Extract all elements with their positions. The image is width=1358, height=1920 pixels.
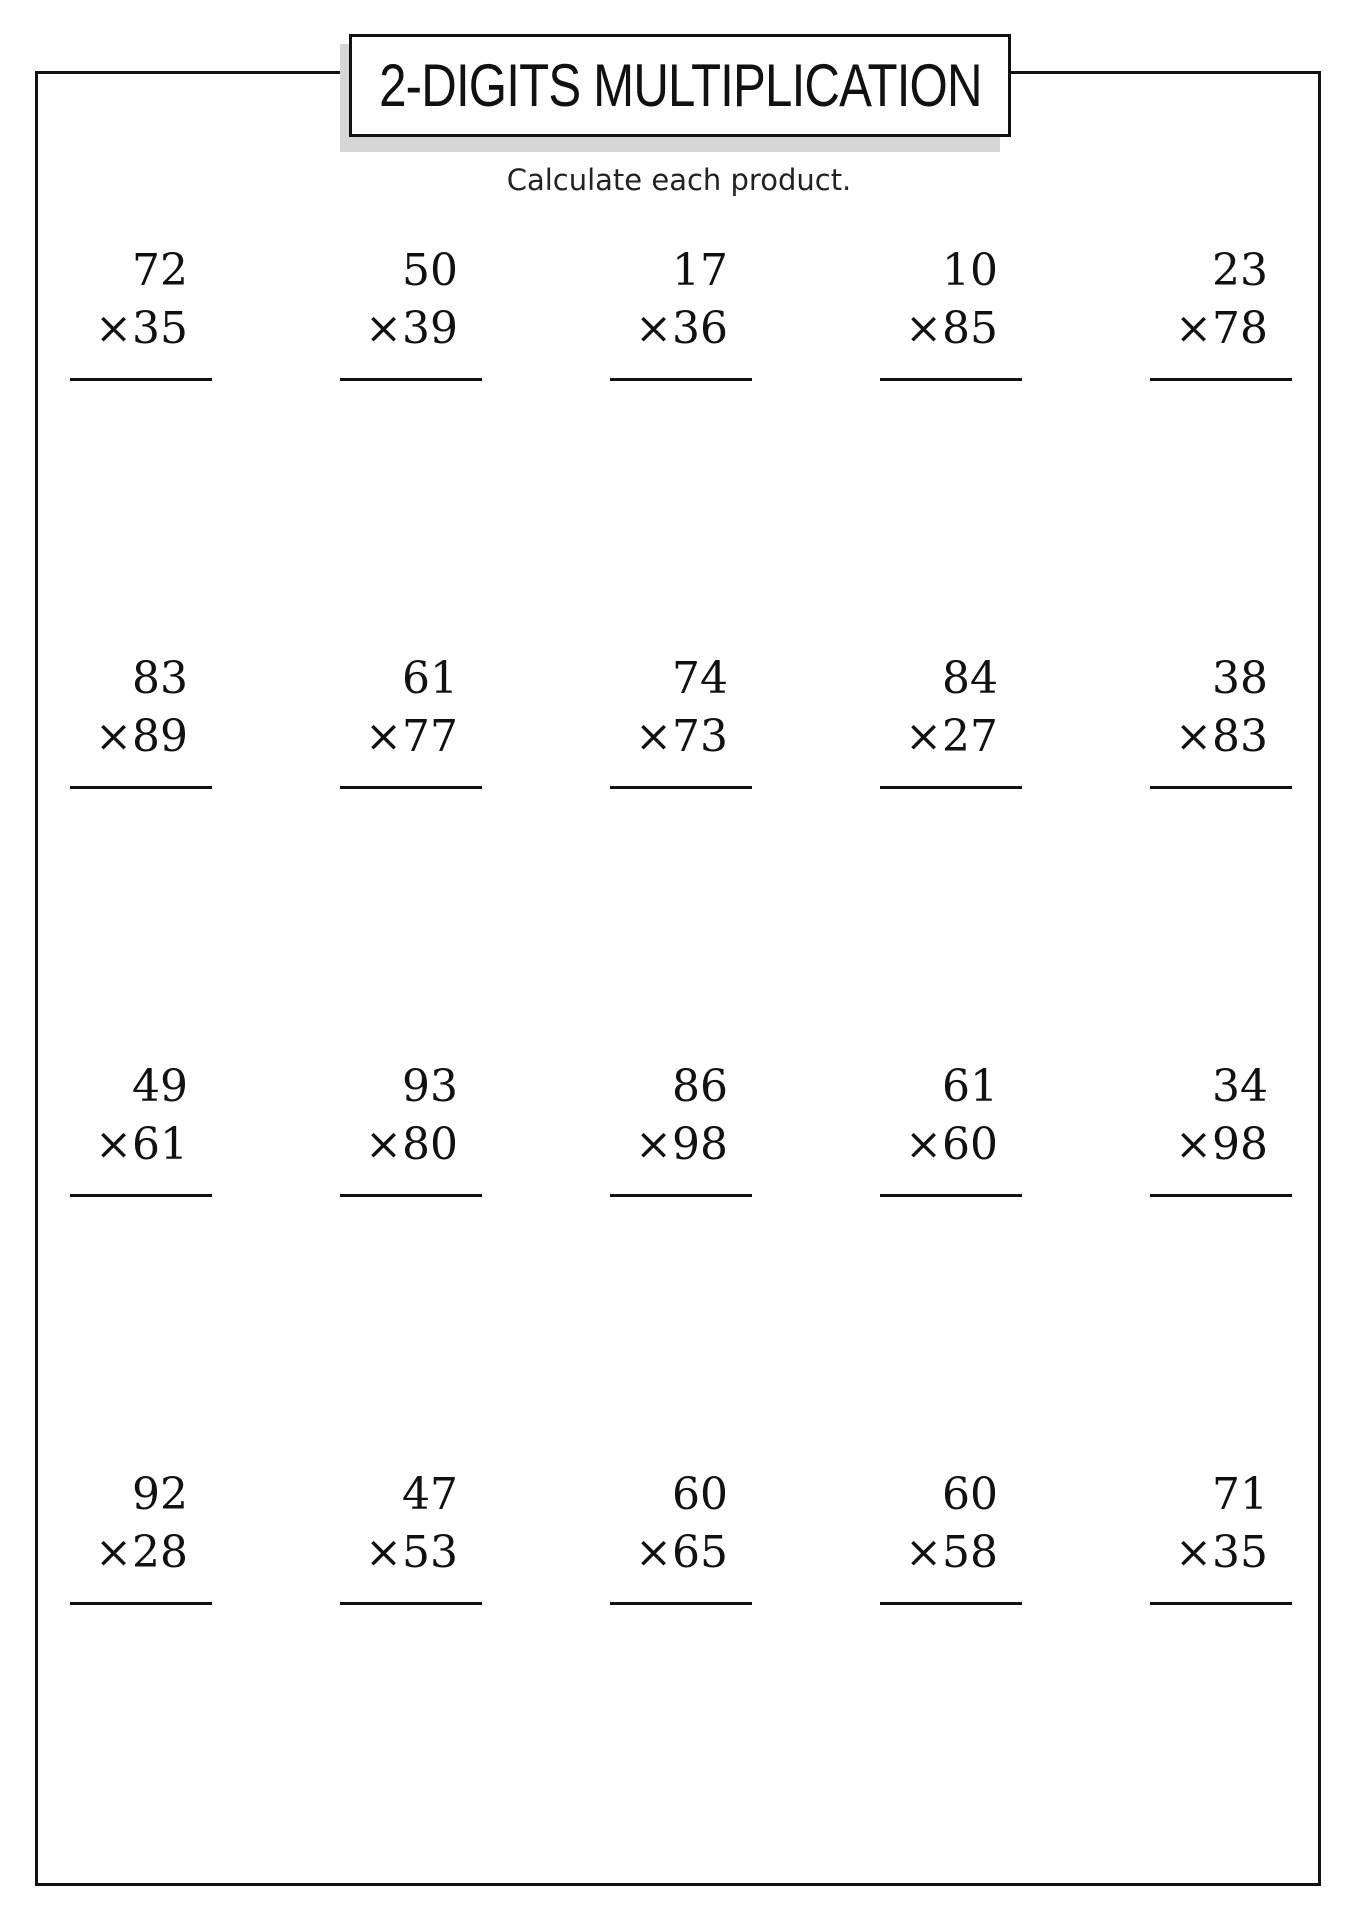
multiplier: ×73 [635, 711, 728, 762]
multiplier: ×60 [905, 1119, 998, 1170]
multiplier: ×83 [1175, 711, 1268, 762]
problem-4 [880, 245, 1022, 383]
problem-8 [610, 653, 752, 791]
multiplicand: 49 [132, 1061, 188, 1112]
multiplicand: 83 [132, 653, 188, 704]
multiplicand: 84 [942, 653, 998, 704]
multiplier: ×35 [1175, 1527, 1268, 1578]
problem-10 [1150, 653, 1292, 791]
problem-18 [610, 1469, 752, 1607]
answer-line [1150, 1194, 1292, 1197]
multiplier: ×28 [95, 1527, 188, 1578]
multiplier: ×61 [95, 1119, 188, 1170]
instructions-text: Calculate each product. [506, 163, 852, 197]
problem-7 [340, 653, 482, 791]
answer-line [880, 786, 1022, 789]
answer-line [70, 1194, 212, 1197]
multiplicand: 10 [942, 245, 998, 296]
multiplicand: 86 [672, 1061, 728, 1112]
answer-line [340, 786, 482, 789]
answer-line [70, 378, 212, 381]
answer-line [610, 1194, 752, 1197]
problem-14 [880, 1061, 1022, 1199]
multiplier: ×85 [905, 303, 998, 354]
multiplicand: 60 [942, 1469, 998, 1520]
multiplier: ×35 [95, 303, 188, 354]
multiplier: ×65 [635, 1527, 728, 1578]
answer-line [340, 378, 482, 381]
multiplier: ×98 [635, 1119, 728, 1170]
answer-line [1150, 786, 1292, 789]
multiplier: ×98 [1175, 1119, 1268, 1170]
problem-9 [880, 653, 1022, 791]
answer-line [340, 1194, 482, 1197]
multiplier: ×78 [1175, 303, 1268, 354]
multiplicand: 61 [942, 1061, 998, 1112]
multiplier: ×77 [365, 711, 458, 762]
problem-11 [70, 1061, 212, 1199]
answer-line [1150, 378, 1292, 381]
multiplicand: 50 [402, 245, 458, 296]
answer-line [70, 1602, 212, 1605]
answer-line [610, 378, 752, 381]
answer-line [340, 1602, 482, 1605]
multiplicand: 71 [1212, 1469, 1268, 1520]
multiplicand: 47 [402, 1469, 458, 1520]
multiplier: ×89 [95, 711, 188, 762]
multiplicand: 72 [132, 245, 188, 296]
problem-2 [340, 245, 482, 383]
problem-5 [1150, 245, 1292, 383]
multiplier: ×80 [365, 1119, 458, 1170]
answer-line [880, 1602, 1022, 1605]
problem-grid [70, 245, 1290, 1607]
problem-15 [1150, 1061, 1292, 1199]
problem-16 [70, 1469, 212, 1607]
multiplicand: 92 [132, 1469, 188, 1520]
problem-1 [70, 245, 212, 383]
title-box [349, 34, 1011, 137]
multiplicand: 93 [402, 1061, 458, 1112]
answer-line [70, 786, 212, 789]
multiplicand: 61 [402, 653, 458, 704]
answer-line [880, 1194, 1022, 1197]
multiplicand: 60 [672, 1469, 728, 1520]
multiplicand: 74 [672, 653, 728, 704]
multiplier: ×39 [365, 303, 458, 354]
multiplier: ×36 [635, 303, 728, 354]
problem-13 [610, 1061, 752, 1199]
multiplicand: 34 [1212, 1061, 1268, 1112]
answer-line [610, 786, 752, 789]
multiplicand: 38 [1212, 653, 1268, 704]
multiplicand: 23 [1212, 245, 1268, 296]
problem-17 [340, 1469, 482, 1607]
problem-12 [340, 1061, 482, 1199]
multiplicand: 17 [672, 245, 728, 296]
multiplier: ×53 [365, 1527, 458, 1578]
problem-3 [610, 245, 752, 383]
answer-line [1150, 1602, 1292, 1605]
problem-19 [880, 1469, 1022, 1607]
problem-6 [70, 653, 212, 791]
answer-line [610, 1602, 752, 1605]
answer-line [880, 378, 1022, 381]
multiplier: ×27 [905, 711, 998, 762]
worksheet-title: 2-DIGITS MULTIPLICATION [378, 52, 982, 119]
multiplier: ×58 [905, 1527, 998, 1578]
problem-20 [1150, 1469, 1292, 1607]
